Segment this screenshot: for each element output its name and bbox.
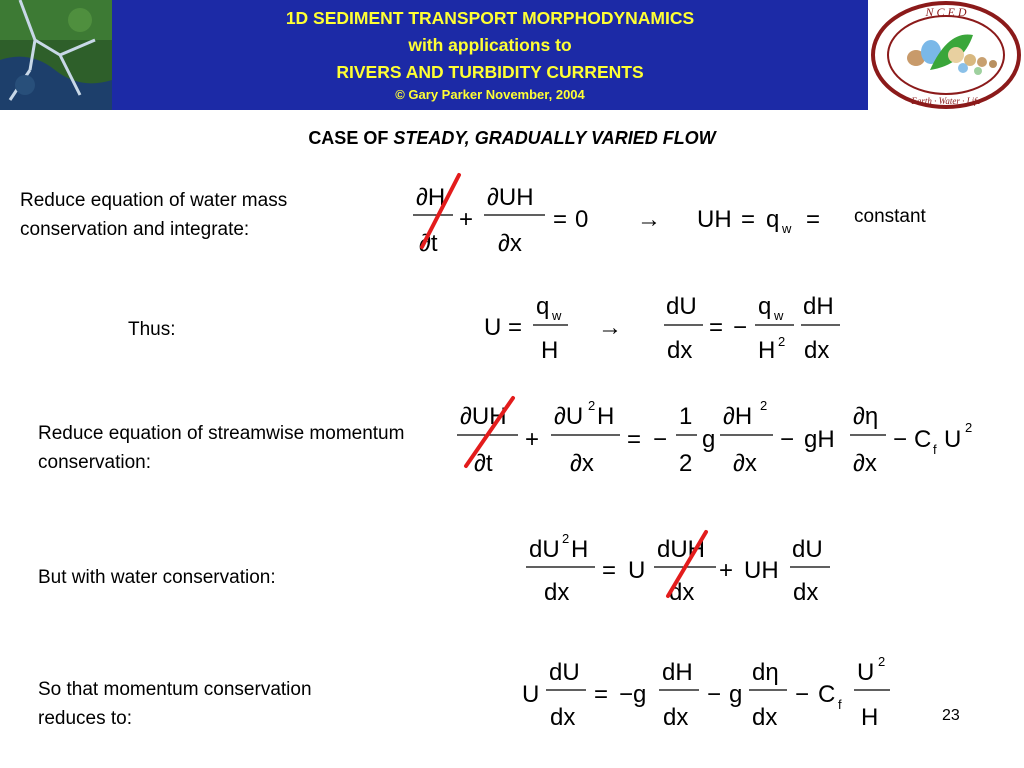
svg-text:+: + bbox=[459, 206, 474, 233]
svg-text:2: 2 bbox=[778, 334, 786, 349]
svg-text:=: = bbox=[627, 426, 642, 453]
svg-text:→: → bbox=[637, 206, 661, 233]
svg-text:−: − bbox=[795, 681, 810, 708]
svg-text:dU: dU bbox=[666, 293, 697, 320]
svg-text:H: H bbox=[571, 536, 589, 563]
svg-text:dx: dx bbox=[544, 579, 570, 606]
svg-text:=: = bbox=[806, 206, 821, 233]
svg-text:−: − bbox=[707, 681, 722, 708]
svg-text:dU: dU bbox=[792, 536, 823, 563]
title-regular: CASE OF bbox=[308, 128, 394, 148]
svg-text:2: 2 bbox=[965, 420, 973, 435]
svg-text:∂UH: ∂UH bbox=[487, 184, 534, 211]
svg-text:∂x: ∂x bbox=[733, 450, 757, 477]
svg-text:=: = bbox=[741, 206, 756, 233]
svg-text:dx: dx bbox=[752, 704, 778, 731]
svg-text:H: H bbox=[541, 337, 559, 364]
svg-text:U: U bbox=[628, 557, 646, 584]
svg-text:→: → bbox=[598, 314, 622, 341]
svg-text:+: + bbox=[719, 557, 734, 584]
svg-text:dx: dx bbox=[669, 579, 695, 606]
svg-text:dx: dx bbox=[667, 337, 693, 364]
svg-text:2: 2 bbox=[588, 398, 596, 413]
svg-text:=: = bbox=[602, 557, 617, 584]
svg-text:−: − bbox=[780, 426, 795, 453]
svg-text:∂H: ∂H bbox=[416, 184, 446, 211]
svg-text:dU: dU bbox=[549, 659, 580, 686]
equation-reduced-momentum bbox=[522, 654, 890, 731]
equation-momentum bbox=[457, 398, 972, 477]
svg-text:dx: dx bbox=[804, 337, 830, 364]
svg-text:∂η: ∂η bbox=[853, 403, 879, 430]
svg-text:w: w bbox=[552, 308, 562, 323]
svg-text:U: U bbox=[857, 659, 875, 686]
svg-text:q: q bbox=[758, 293, 772, 320]
svg-text:∂t: ∂t bbox=[419, 230, 438, 257]
svg-text:dUH: dUH bbox=[657, 536, 706, 563]
svg-text:g: g bbox=[729, 681, 743, 708]
svg-text:f: f bbox=[838, 697, 842, 712]
svg-text:∂U: ∂U bbox=[554, 403, 584, 430]
svg-text:dx: dx bbox=[550, 704, 576, 731]
svg-text:dx: dx bbox=[663, 704, 689, 731]
svg-text:∂t: ∂t bbox=[474, 450, 493, 477]
svg-text:H: H bbox=[758, 337, 776, 364]
banner-line-3: RIVERS AND TURBIDITY CURRENTS bbox=[336, 62, 644, 82]
svg-text:gH: gH bbox=[804, 426, 835, 453]
svg-text:∂UH: ∂UH bbox=[460, 403, 507, 430]
banner-copyright: © Gary Parker November, 2004 bbox=[395, 87, 585, 102]
svg-text:Earth · Water · Life: Earth · Water · Life bbox=[911, 96, 981, 106]
svg-text:U: U bbox=[522, 681, 540, 708]
equation-water-conservation bbox=[526, 531, 830, 606]
svg-text:2: 2 bbox=[878, 654, 886, 669]
banner-line-1: 1D SEDIMENT TRANSPORT MORPHODYNAMICS bbox=[285, 8, 695, 28]
section-3-label: Reduce equation of streamwise momentum conservation: bbox=[38, 423, 405, 473]
svg-text:g: g bbox=[702, 426, 716, 453]
svg-text:=: = bbox=[508, 314, 523, 341]
section-1-label: Reduce equation of water mass conservation and integrate: bbox=[20, 190, 288, 240]
svg-text:H: H bbox=[597, 403, 615, 430]
section-2-label: Thus: bbox=[128, 319, 176, 340]
svg-text:dH: dH bbox=[662, 659, 693, 686]
svg-text:U: U bbox=[944, 426, 962, 453]
svg-text:dH: dH bbox=[803, 293, 834, 320]
svg-text:dx: dx bbox=[793, 579, 819, 606]
svg-text:=: = bbox=[594, 681, 609, 708]
svg-text:w: w bbox=[782, 221, 792, 236]
section-4-label: But with water conservation: bbox=[38, 567, 276, 588]
svg-text:dU: dU bbox=[529, 536, 560, 563]
svg-text:w: w bbox=[774, 308, 784, 323]
svg-text:N C E D: N C E D bbox=[925, 5, 967, 19]
svg-text:∂x: ∂x bbox=[498, 230, 522, 257]
svg-text:C: C bbox=[818, 681, 836, 708]
svg-text:∂H: ∂H bbox=[723, 403, 753, 430]
svg-text:H: H bbox=[861, 704, 879, 731]
svg-text:f: f bbox=[933, 442, 937, 457]
svg-text:2: 2 bbox=[562, 531, 570, 546]
svg-text:q: q bbox=[766, 206, 780, 233]
equation-thus bbox=[484, 293, 840, 364]
svg-text:dη: dη bbox=[752, 659, 779, 686]
svg-text:UH: UH bbox=[744, 557, 779, 584]
svg-text:1: 1 bbox=[679, 403, 693, 430]
svg-text:=: = bbox=[553, 206, 568, 233]
svg-text:−: − bbox=[653, 426, 668, 453]
svg-text:2: 2 bbox=[760, 398, 768, 413]
svg-text:2: 2 bbox=[679, 450, 693, 477]
svg-text:+: + bbox=[525, 426, 540, 453]
svg-text:UH: UH bbox=[697, 206, 732, 233]
svg-text:−: − bbox=[733, 314, 748, 341]
svg-text:−: − bbox=[893, 426, 908, 453]
equation-water-mass bbox=[413, 175, 820, 257]
svg-text:U: U bbox=[484, 314, 502, 341]
svg-text:−g: −g bbox=[619, 681, 647, 708]
banner-line-2: with applications to bbox=[408, 35, 572, 55]
page-number: 23 bbox=[942, 707, 960, 724]
svg-text:q: q bbox=[536, 293, 550, 320]
section-5-label: So that momentum conservation reduces to: bbox=[38, 679, 312, 729]
svg-text:0: 0 bbox=[575, 206, 589, 233]
constant-label: constant bbox=[854, 206, 926, 227]
svg-text:=: = bbox=[709, 314, 724, 341]
svg-text:C: C bbox=[914, 426, 932, 453]
title-italic: STEADY, GRADUALLY VARIED FLOW bbox=[393, 128, 716, 148]
svg-text:∂x: ∂x bbox=[853, 450, 877, 477]
svg-text:∂x: ∂x bbox=[570, 450, 594, 477]
